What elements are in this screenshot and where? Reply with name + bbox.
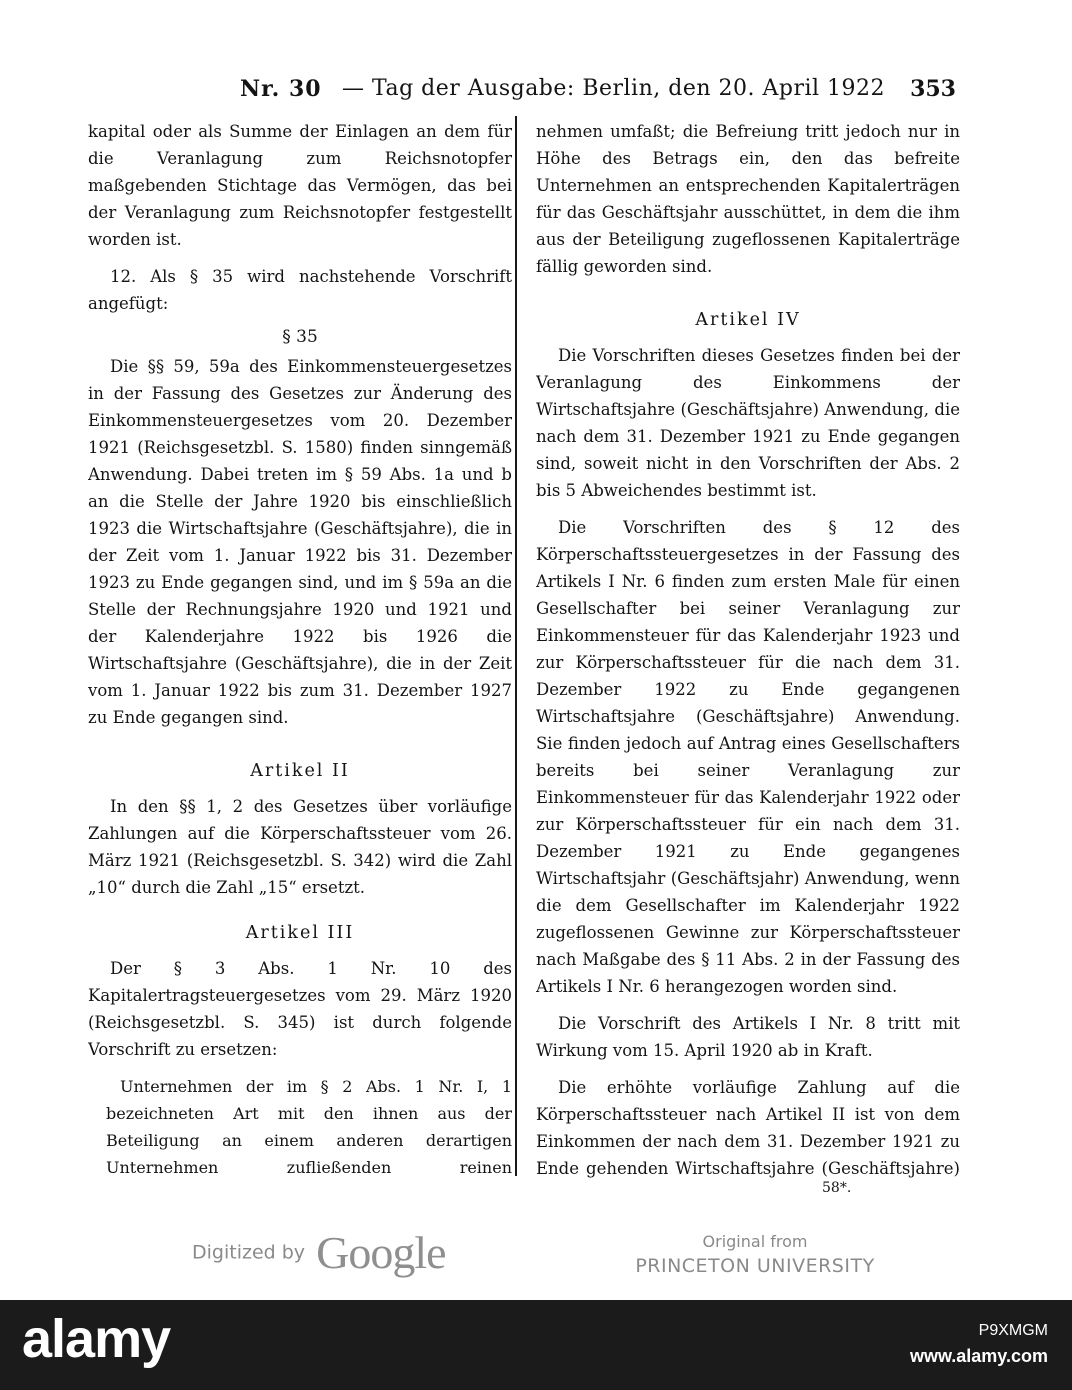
paragraph: Der § 3 Abs. 1 Nr. 10 des Kapitalertragsteuergesetzes vom 29. März 1920 (Reichsgesetzbl. S. 345) ist durch folgende Vorschrift zu ersetzen: bbox=[88, 959, 512, 1059]
paragraph: kapital oder als Summe der Einlagen an dem für die Veranlagung zum Reichsnotopfer maßgebenden Stichtage das Vermögen, das bei der Veranlagung zum Reichsnotopfer festgestellt worden ist. bbox=[88, 122, 512, 249]
original-source bbox=[630, 1232, 880, 1277]
paragraph: In den §§ 1, 2 des Gesetzes über vorläufige Zahlungen auf die Körperschaftssteuer vom 26. März 1921 (Reichsgesetzbl. S. 342) wird die Zahl „10“ durch die Zahl „15“ ersetzt. bbox=[88, 797, 512, 897]
page-header bbox=[80, 72, 960, 112]
banner-info bbox=[910, 1322, 1048, 1367]
stock-banner bbox=[0, 1300, 1072, 1390]
signature-mark: 58*. bbox=[822, 1180, 852, 1196]
article-heading: Artikel II bbox=[250, 761, 350, 781]
paragraph: Die Vorschriften dieses Gesetzes finden bei der Veranlagung des Einkommens der Wirtschaftsjahre (Geschäftsjahre) Anwendung, die nach dem 31. Dezember 1921 zu Ende gegangen sind, soweit nicht in den Vorschriften der Abs. 2 bis 5 Abweichendes bestimmt ist. bbox=[536, 346, 960, 500]
quoted-provision: Unternehmen der im § 2 Abs. 1 Nr. I, 1 bezeichneten Art mit den ihnen aus der Beteiligung an einem anderen derartigen Unternehmen zufließenden reinen bbox=[106, 1077, 512, 1177]
article-heading: Artikel IV bbox=[695, 310, 801, 330]
section-heading: § 35 bbox=[282, 327, 318, 347]
google-logo: Google bbox=[316, 1227, 446, 1278]
paragraph: nehmen umfaßt; die Befreiung tritt jedoch nur in Höhe des Betrags ein, den das befreite Unternehmen an entsprechenden Kapitalerträgen für das Geschäftsjahr ausschüttet, in dem die ihm aus der Beteiligung zugeflossenen Kapitalerträge fällig geworden sind. bbox=[536, 122, 960, 276]
paragraph: Die erhöhte vorläufige Zahlung auf die Körperschaftssteuer nach Artikel II ist von dem Einkommen der nach dem 31. Dezember 1921 zu Ende gehenden Wirtschaftsjahre (Geschäftsjahre) bbox=[536, 1078, 960, 1178]
right-column bbox=[536, 118, 960, 1178]
issue-number: Nr. 30 bbox=[240, 76, 322, 102]
paragraph: Die Vorschriften des § 12 des Körperschaftssteuergesetzes in der Fassung des Artikels I Nr. 6 finden zum ersten Male für einen Gesellschafter bei seiner Veranlagung zur Einkommensteuer für das Kalenderjahr 1923 und zur Körperschaftssteuer für die nach dem 31. Dezember 1922 zu Ende gegangenen Wirtschaftsjahre (Geschäftsjahre) Anwendung. Sie finden jedoch auf Antrag eines Gesellschafters bereits bei seiner Veranlagung zur Einkommensteuer für das Kalenderjahr 1922 oder zur Körperschaftssteuer für ein nach dem 31. Dezember 1921 zu Ende gegangenes Wirtschaftsjahr (Geschäftsjahr) Anwendung, wenn die dem Gesellschafter im Kalenderjahr 1922 zugeflossenen Gewinne zur Körperschaftssteuer nach Maßgabe des § 11 Abs. 2 in der Fassung des Artikels I Nr. 6 herangezogen worden sind. bbox=[536, 518, 960, 996]
original-from-label: Original from bbox=[702, 1232, 808, 1251]
paragraph: Die Vorschrift des Artikels I Nr. 8 tritt mit Wirkung vom 15. April 1920 ab in Kraft. bbox=[536, 1014, 960, 1060]
issue-date: — Tag der Ausgabe: Berlin, den 20. April 1922 bbox=[342, 76, 886, 101]
column-divider bbox=[515, 116, 517, 1176]
digitized-by-google bbox=[192, 1226, 446, 1276]
alamy-logo: alamy bbox=[22, 1309, 171, 1369]
page-number: 353 bbox=[910, 76, 956, 102]
paragraph: 12. Als § 35 wird nachstehende Vorschrift angefügt: bbox=[88, 267, 512, 313]
left-column bbox=[88, 118, 512, 1178]
paragraph: Die §§ 59, 59a des Einkommensteuergesetzes in der Fassung des Gesetzes zur Änderung des Einkommensteuergesetzes vom 20. Dezember 1921 (Reichsgesetzbl. S. 1580) finden sinngemäß Anwendung. Dabei treten im § 59 Abs. 1a und b an die Stelle der Jahre 1920 bis einschließlich 1923 die Wirtschaftsjahre (Geschäftsjahre), die in der Zeit vom 1. Januar 1922 bis 31. Dezember 1923 zu Ende gegangen sind, und im § 59a an die Stelle der Rechnungsjahre 1920 und 1921 und der Kalenderjahre 1922 bis 1926 die Wirtschaftsjahre (Geschäftsjahre), die in der Zeit vom 1. Januar 1922 bis zum 31. Dezember 1927 zu Ende gegangen sind. bbox=[88, 357, 512, 727]
alamy-url[interactable]: www.alamy.com bbox=[909, 1346, 1048, 1366]
image-id: P9XMGM bbox=[978, 1322, 1048, 1339]
institution-name: PRINCETON UNIVERSITY bbox=[635, 1255, 875, 1277]
article-heading: Artikel III bbox=[245, 923, 355, 943]
digitized-label: Digitized by bbox=[192, 1241, 306, 1264]
